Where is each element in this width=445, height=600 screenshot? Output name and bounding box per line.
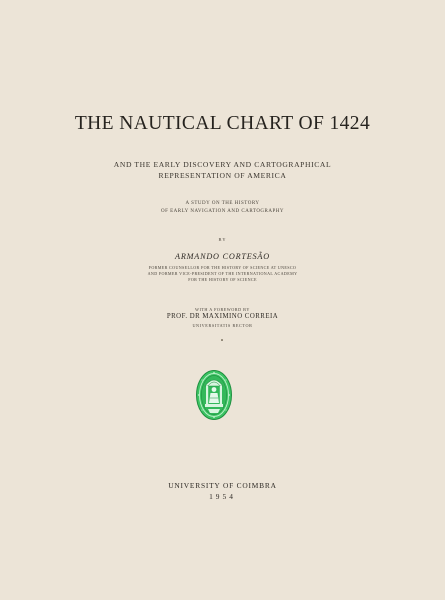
foreword-author: PROF. DR MAXIMINO CORREIA — [166, 313, 279, 320]
author-affiliation-2: AND FORMER VICE-PRESIDENT OF THE INTERNATIONAL ACADEMY — [147, 271, 298, 276]
study-line-1: A STUDY ON THE HISTORY — [185, 201, 260, 206]
subtitle-line-1: AND THE EARLY DISCOVERY AND CARTOGRAPHICAL — [113, 160, 332, 169]
publisher: UNIVERSITY OF COIMBRA — [168, 481, 277, 490]
by-label: BY — [218, 237, 227, 242]
publication-year: 1954 — [209, 492, 236, 501]
subtitle-line-2: REPRESENTATION OF AMERICA — [158, 171, 287, 180]
foreword-label: WITH A FOREWORD BY — [195, 307, 250, 312]
study-line-2: OF EARLY NAVIGATION AND CARTOGRAPHY — [160, 209, 284, 214]
university-seal-icon — [195, 369, 233, 421]
author-name: ARMANDO CORTESÃO — [175, 252, 270, 261]
ornament-dot — [221, 339, 223, 341]
author-affiliation-3: FOR THE HISTORY OF SCIENCE — [188, 277, 257, 282]
author-affiliation-1: FORMER COUNSELLOR FOR THE HISTORY OF SCIENCE AT UNESCO — [148, 265, 297, 270]
book-title: THE NAUTICAL CHART OF 1424 — [74, 113, 371, 134]
foreword-author-title: UNIVERSITATIS RECTOR — [192, 323, 253, 328]
